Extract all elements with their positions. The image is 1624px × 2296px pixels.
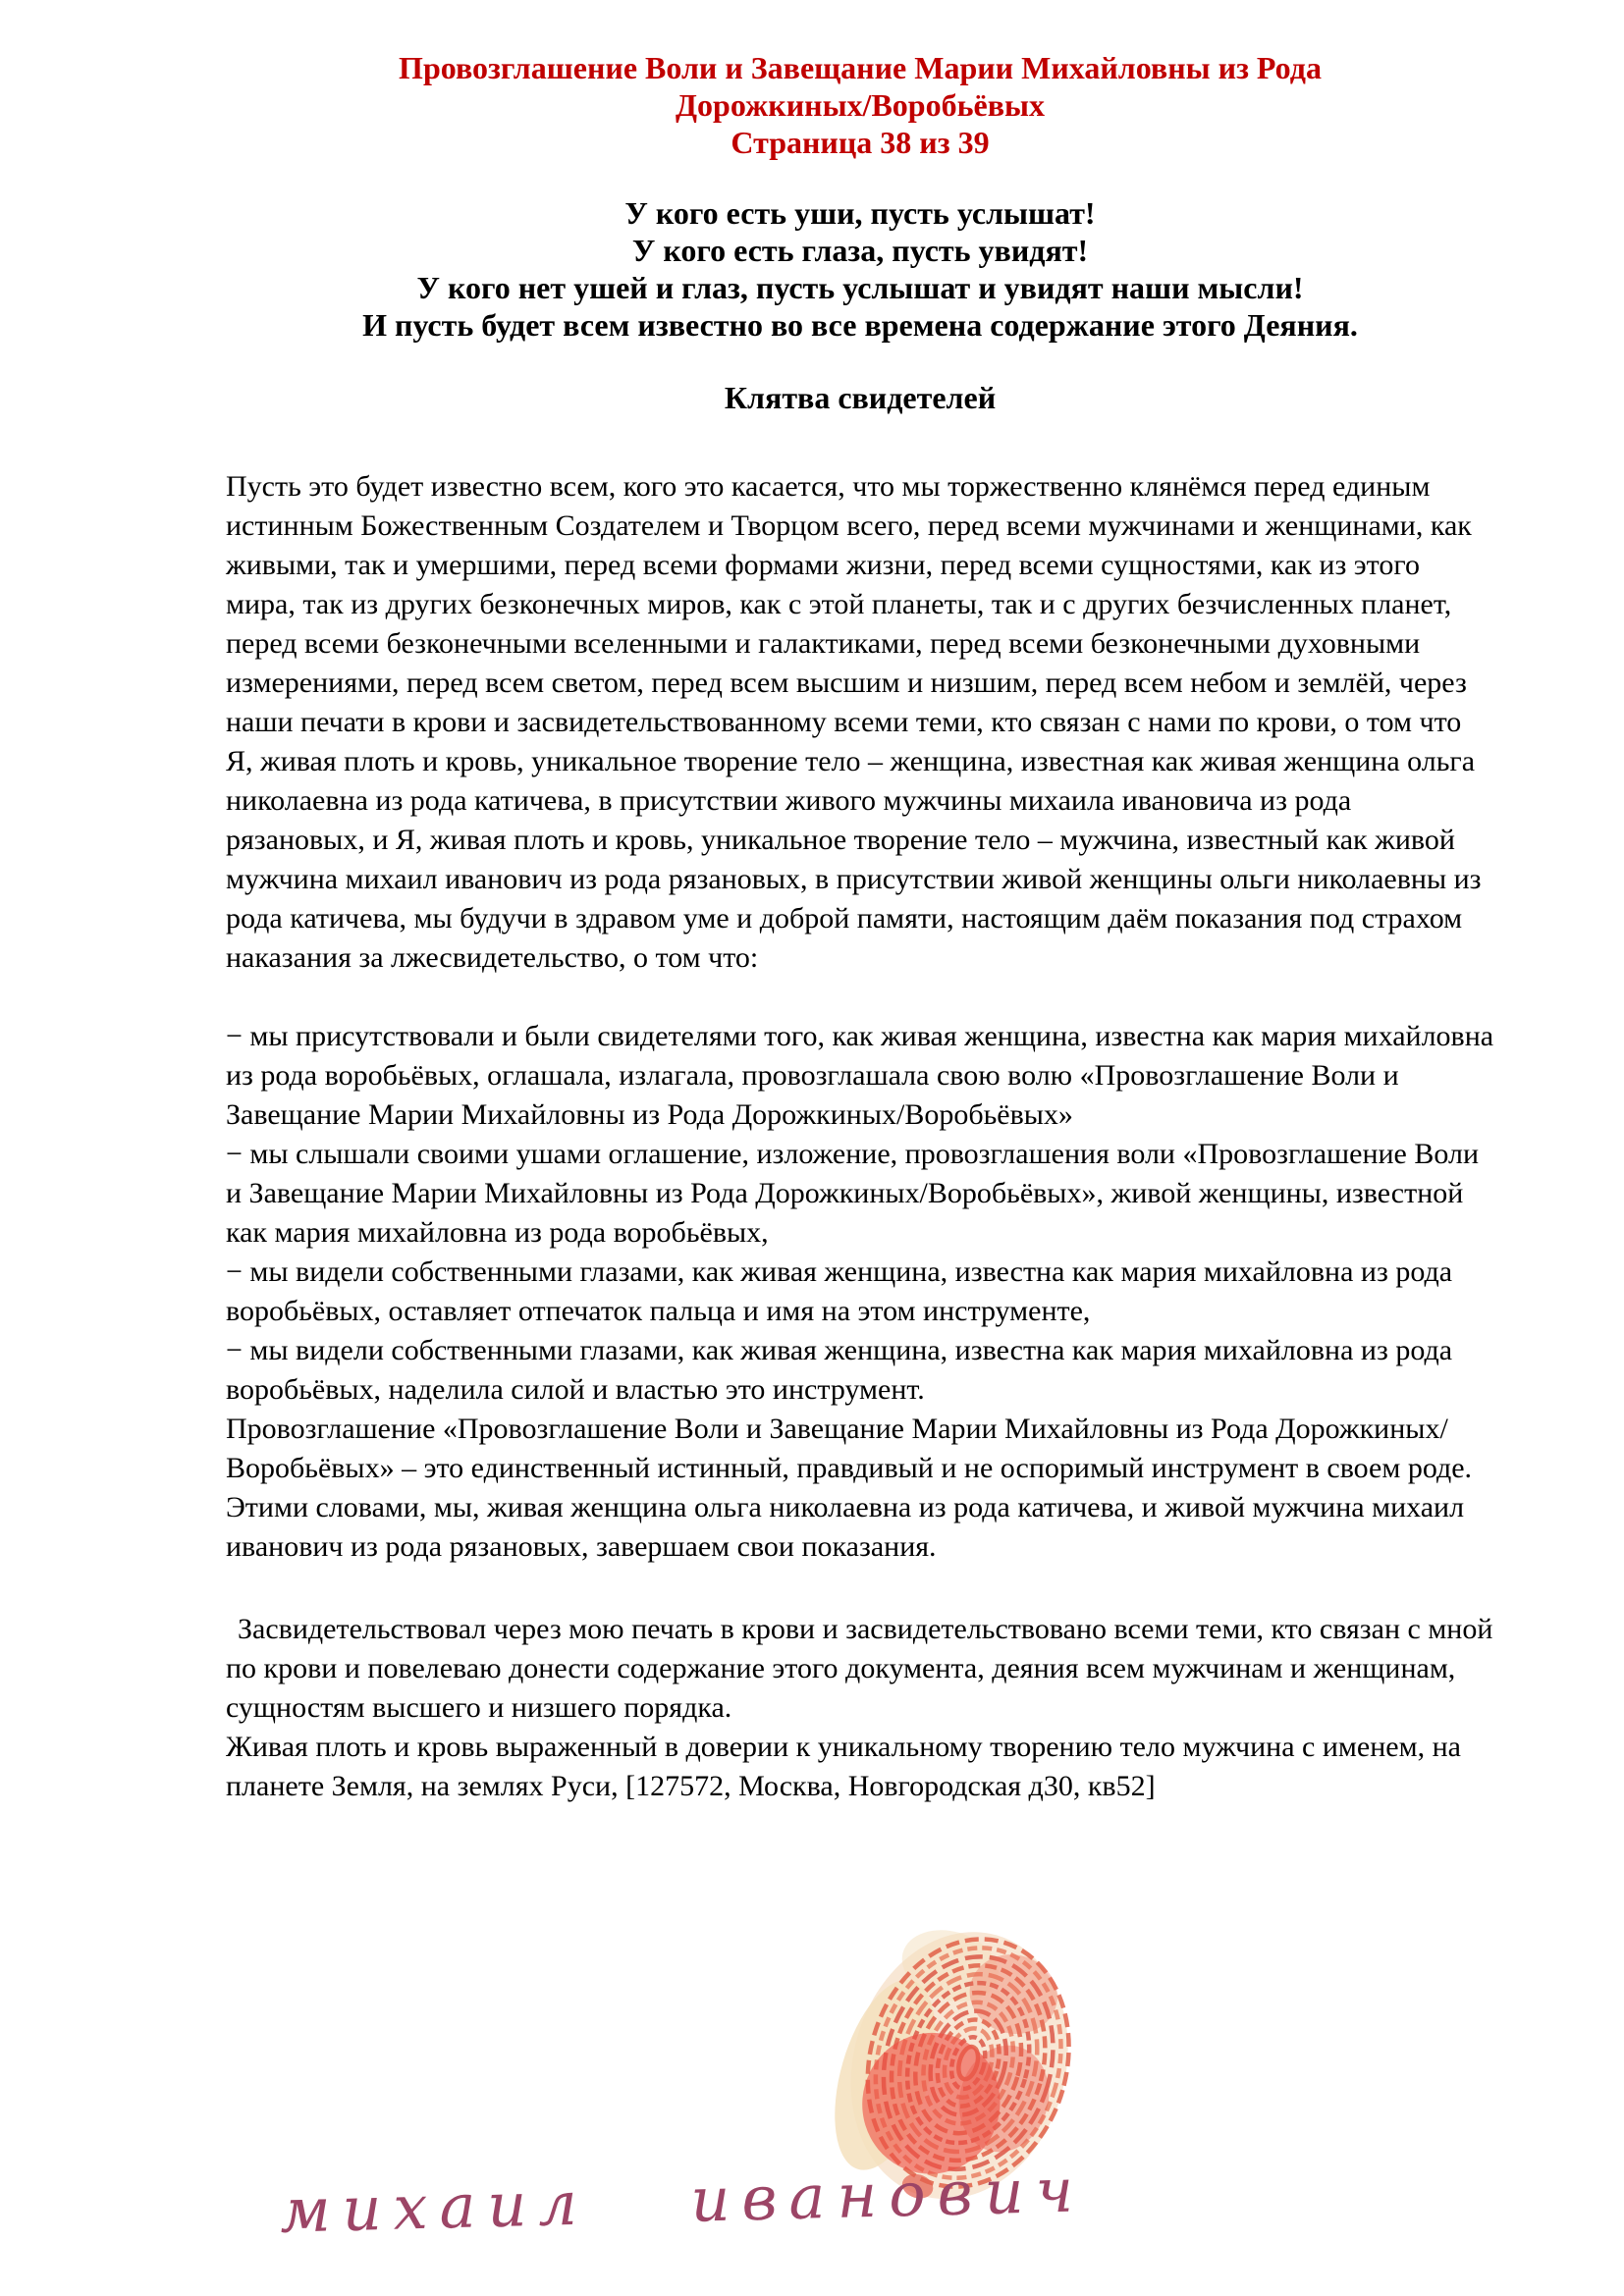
title-line-2: Дорожкиных/Воробьёвых (676, 87, 1045, 123)
epigraph-line-4: И пусть будет всем известно во все времена содержание этого Деяния. (362, 307, 1358, 343)
closing-statement-2: Этими словами, мы, живая женщина ольга николаевна из рода катичева, и живой мужчина михаил иванович из рода рязановых, завершаем свои показания. (226, 1491, 1465, 1563)
testimony-item-2: − мы слышали своими ушами оглашение, изложение, провозглашения воли «Провозглашение Воли и Завещание Марии Михайловны из Рода Дорожкиных/Воробьёвых», живой женщины, известной как мария михайловна из рода воробьёвых, (226, 1138, 1480, 1249)
testimony-item-1: − мы присутствовали и были свидетелями того, как живая женщина, известна как мария михайловна из рода воробьёвых, оглашала, излагала, провозглашала свою волю «Провозглашение Воли и Завещание Марии Михайловны из Рода Дорожкиных/Воробьёвых» (226, 1020, 1494, 1131)
title-line-1: Провозглашение Воли и Завещание Марии Михайловны из Рода (399, 50, 1322, 85)
epigraph-line-2: У кого есть глаза, пусть увидят! (631, 233, 1089, 268)
handwritten-signature: михаил иванович (279, 2154, 1086, 2247)
epigraph-block (226, 194, 1494, 344)
page-number: Страница 38 из 39 (731, 125, 990, 160)
oath-paragraph: Пусть это будет известно всем, кого это касается, что мы торжественно клянёмся перед единым истинным Божественным Создателем и Творцом всего, перед всеми мужчинами и женщинами, как живыми, так и умершими, перед всеми формами жизни, перед всеми сущностями, как из этого мира, так из других безконечных миров, как с этой планеты, так и с других безчисленных планет, перед всеми безконечными вселенными и галактиками, перед всеми безконечными духовными измерениями, перед всем светом, перед всем высшим и низшим, перед всем небом и землёй, через наши печати в крови и засвидетельствованному всеми теми, кто связан с нами по крови, о том что Я, живая плоть и кровь, уникальное творение тело – женщина, известная как живая женщина ольга николаевна из рода катичева, в присутствии живого мужчины михаила ивановича из рода рязановых, и Я, живая плоть и кровь, уникальное творение тело – мужчина, известный как живой мужчина михаил иванович из рода рязановых, в присутствии живой женщины ольги николаевны из рода катичева, мы будучи в здравом уме и доброй памяти, настоящим даём показания под страхом наказания за лжесвидетельство, о том что: (226, 470, 1482, 974)
epigraph-line-3: У кого нет ушей и глаз, пусть услышат и увидят наши мысли! (416, 270, 1304, 305)
epigraph-line-1: У кого есть уши, пусть услышат! (624, 195, 1096, 231)
document-title (226, 49, 1494, 161)
attestation-paragraph: Засвидетельствовал через мою печать в крови и засвидетельствовано всеми теми, кто связан с мной по крови и повелеваю донести содержание этого документа, деяния всем мужчинам и женщинам, сущностям высшего и низшего порядка. (226, 1613, 1493, 1724)
section-heading-oath-of-witnesses: Клятва свидетелей (724, 380, 997, 415)
testimony-block (226, 1017, 1494, 1567)
testimony-item-4: − мы видели собственными глазами, как живая женщина, известна как мария михайловна из рода воробьёвых, наделила силой и властью это инструмент. (226, 1334, 1453, 1406)
residence-paragraph: Живая плоть и кровь выраженный в доверии к уникальному творению тело мужчина с именем, на планете Земля, на землях Руси, [127572, Москва, Новгородская д30, кв52] (226, 1731, 1461, 1802)
closing-statement-1: Провозглашение «Провозглашение Воли и Завещание Марии Михайловны из Рода Дорожкиных/Воробьёвых» – это единственный истинный, правдивый и не оспоримый инструмент в своем роде. (226, 1413, 1473, 1484)
testimony-item-3: − мы видели собственными глазами, как живая женщина, известна как мария михайловна из рода воробьёвых, оставляет отпечаток пальца и имя на этом инструменте, (226, 1255, 1453, 1327)
document-content (226, 49, 1494, 1806)
